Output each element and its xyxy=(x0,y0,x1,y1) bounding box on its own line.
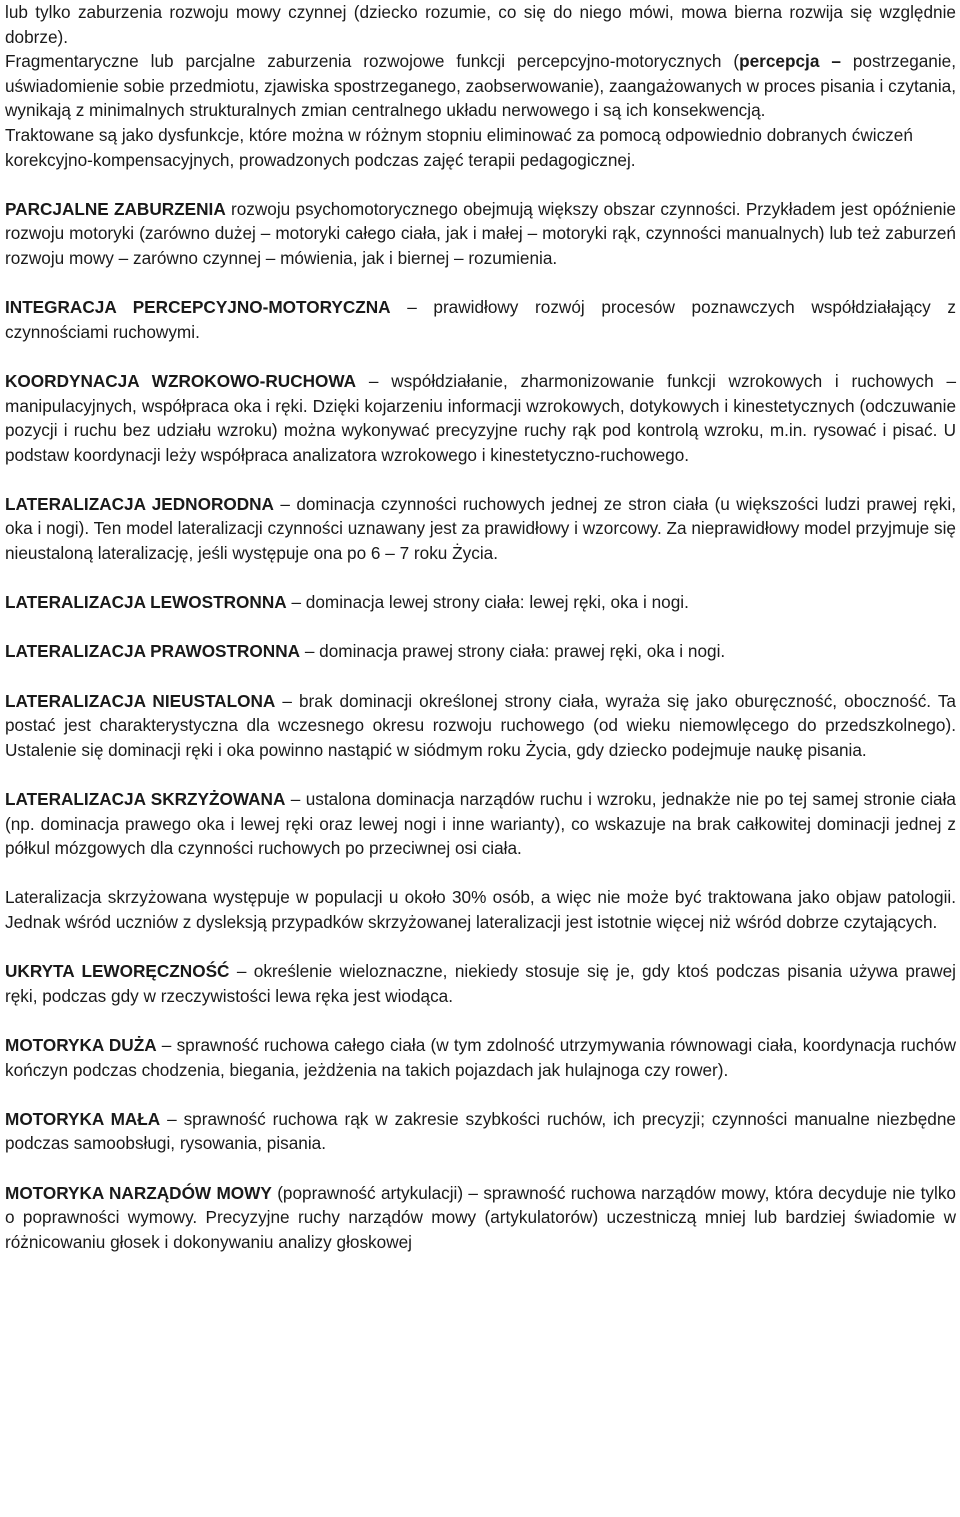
skrzyzowana-note-paragraph: Lateralizacja skrzyżowana występuje w populacji u około 30% osób, a więc nie może być traktowana jako objaw patologii. Jednak wśród uczniów z dysleksją przypadków skrzyżowanej lateralizacji jest istotnie więcej niż wśród dobrze czytających. xyxy=(5,887,956,932)
definition-text: – ustalona dominacja narządów ruchu i wzroku, jednakże nie po tej samej stronie ciała (np. dominacja prawego oka i lewej ręki oraz lewej nogi i inne warianty), co wskazuje na brak całkowitej dominacji jednej z półkul mózgowych dla czynności ruchowych po przeciwnej osi ciała. xyxy=(5,789,956,859)
definition-ukryta-leworecznosc xyxy=(5,959,956,1008)
intro-fragmentary-paragraph xyxy=(5,49,956,123)
definition-koordynacja xyxy=(5,369,956,467)
term-motoryka-narzadow-mowy: MOTORYKA NARZĄDÓW MOWY xyxy=(5,1182,272,1203)
definition-lateralizacja-lewostronna xyxy=(5,590,956,615)
definition-text: – dominacja czynności ruchowych jednej ze stron ciała (u większości ludzi prawej ręki, oka i nogi). Ten model lateralizacji czynności uznawany jest za prawidłowy i wzorcowy. Za nieprawidłowy model przyjmuje się nieustaloną lateralizację, jeśli występuje ona po 6 – 7 roku Życia. xyxy=(5,493,956,564)
term-lateralizacja-nieustalona: LATERALIZACJA NIEUSTALONA xyxy=(5,690,276,711)
definition-lateralizacja-nieustalona xyxy=(5,689,956,763)
definition-text: – określenie wieloznaczne, niekiedy stosuje się je, gdy ktoś podczas pisania używa prawej ręki, podczas gdy w rzeczywistości lewa ręka jest wiodąca. xyxy=(5,961,956,1006)
definition-lateralizacja-jednorodna xyxy=(5,492,956,566)
term-lateralizacja-skrzyzowana: LATERALIZACJA SKRZYŻOWANA xyxy=(5,789,286,809)
definition-text: – dominacja prawej strony ciała: prawej ręki, oka i nogi. xyxy=(300,641,726,662)
intro-fragment-pre: Fragmentaryczne lub parcjalne zaburzenia rozwojowe funkcji percepcyjno-motorycznych ( xyxy=(5,51,740,72)
intro-treatment-paragraph: Traktowane są jako dysfunkcje, które można w różnym stopniu eliminować za pomocą odpowiednio dobranych ćwiczeń korekcyjno-kompensacyjnych, prowadzonych podczas zajęć terapii pedagogicznej. xyxy=(5,124,913,170)
definition-text: (poprawność artykulacji) – sprawność ruchowa narządów mowy, która decyduje nie tylko o poprawności wymowy. Precyzyjne ruchy narządów mowy (artykulatorów) uczestniczą mniej lub bardziej świadomie w różnicowaniu głosek i dokonywaniu analizy głoskowej xyxy=(5,1182,956,1252)
definition-text: – prawidłowy rozwój procesów poznawczych współdziałający z czynnościami ruchowymi. xyxy=(5,297,956,342)
definition-text: – brak dominacji określonej strony ciała, wyraża się jako oburęczność, oboczność. Ta postać jest charakterystyczna dla wczesnego okresu rozwoju ruchowego (od wieku niemowlęcego do przedszkolnego). Ustalenie się dominacji ręki i oka powinno nastąpić w siódmym roku Życia, gdy dziecko podejmuje naukę pisania. xyxy=(5,690,956,760)
definition-lateralizacja-skrzyzowana xyxy=(5,787,956,861)
definition-integracja xyxy=(5,295,956,344)
definition-motoryka-duza xyxy=(5,1033,956,1082)
definition-text: – sprawność ruchowa całego ciała (w tym zdolność utrzymywania równowagi ciała, koordynacja ruchów kończyn podczas chodzenia, biegania, jeżdżenia na takich pojazdach jak hulajnoga czy rower). xyxy=(5,1034,956,1080)
definition-text: rozwoju psychomotorycznego obejmują większy obszar czynności. Przykładem jest opóźnienie rozwoju motoryki (zarówno dużej – motoryki całego ciała, jak i małej – motoryki rąk, czynności manualnych) lub też zaburzeń rozwoju mowy – zarówno czynnej – mówienia, jak i biernej – rozumienia. xyxy=(5,198,956,268)
term-lateralizacja-jednorodna: LATERALIZACJA JEDNORODNA xyxy=(5,493,274,514)
definition-motoryka-narzadow-mowy xyxy=(5,1181,956,1255)
definition-text: – sprawność ruchowa rąk w zakresie szybkości ruchów, ich precyzji; czynności manualne niezbędne podczas samoobsługi, rysowania, pisania. xyxy=(5,1108,956,1154)
document-page xyxy=(5,0,956,1254)
term-percepcja: percepcja – xyxy=(739,51,841,72)
term-lateralizacja-lewostronna: LATERALIZACJA LEWOSTRONNA xyxy=(5,592,287,613)
term-ukryta-leworecznosc: UKRYTA LEWORĘCZNOŚĆ xyxy=(5,961,230,982)
definition-text: – dominacja lewej strony ciała: lewej ręki, oka i nogi. xyxy=(286,592,689,613)
definition-text: – współdziałanie, zharmonizowanie funkcji wzrokowych i ruchowych – manipulacyjnych, współpraca oka i ręki. Dzięki kojarzeniu informacji wzrokowych, dotykowych i kinestetycznych (odczuwanie pozycji i ruchu bez udziału wzroku) można wykonywać precyzyjne ruchy rąk pod kontrolą wzroku, m.in. rysować i pisać. U podstaw koordynacji leży współpraca analizatora wzrokowego i kinestetyczno-ruchowego. xyxy=(5,370,956,465)
term-lateralizacja-prawostronna: LATERALIZACJA PRAWOSTRONNA xyxy=(5,641,301,662)
term-motoryka-mala: MOTORYKA MAŁA xyxy=(5,1108,161,1129)
definition-motoryka-mala xyxy=(5,1107,956,1156)
term-parcjalne-zaburzenia: PARCJALNE ZABURZENIA xyxy=(5,198,226,219)
term-motoryka-duza: MOTORYKA DUŻA xyxy=(5,1034,157,1055)
intro-continuation: lub tylko zaburzenia rozwoju mowy czynnej (dziecko rozumie, co się do niego mówi, mowa bierna rozwija się względnie dobrze). xyxy=(5,2,956,47)
definition-parcjalne xyxy=(5,197,956,271)
term-integracja-percepcyjno-motoryczna: INTEGRACJA PERCEPCYJNO-MOTORYCZNA xyxy=(5,297,391,318)
intro-fragment-post: postrzeganie, uświadomienie sobie przedmiotu, zjawiska spostrzeganego, zaobserwowanie), zaangażowanych w proces pisania i czytania, wynikają z minimalnych strukturalnych zmian centralnego układu nerwowego i są ich konsekwencją. xyxy=(5,51,957,121)
definition-lateralizacja-prawostronna xyxy=(5,639,956,664)
term-koordynacja-wzrokowo-ruchowa: KOORDYNACJA WZROKOWO-RUCHOWA xyxy=(5,370,357,391)
